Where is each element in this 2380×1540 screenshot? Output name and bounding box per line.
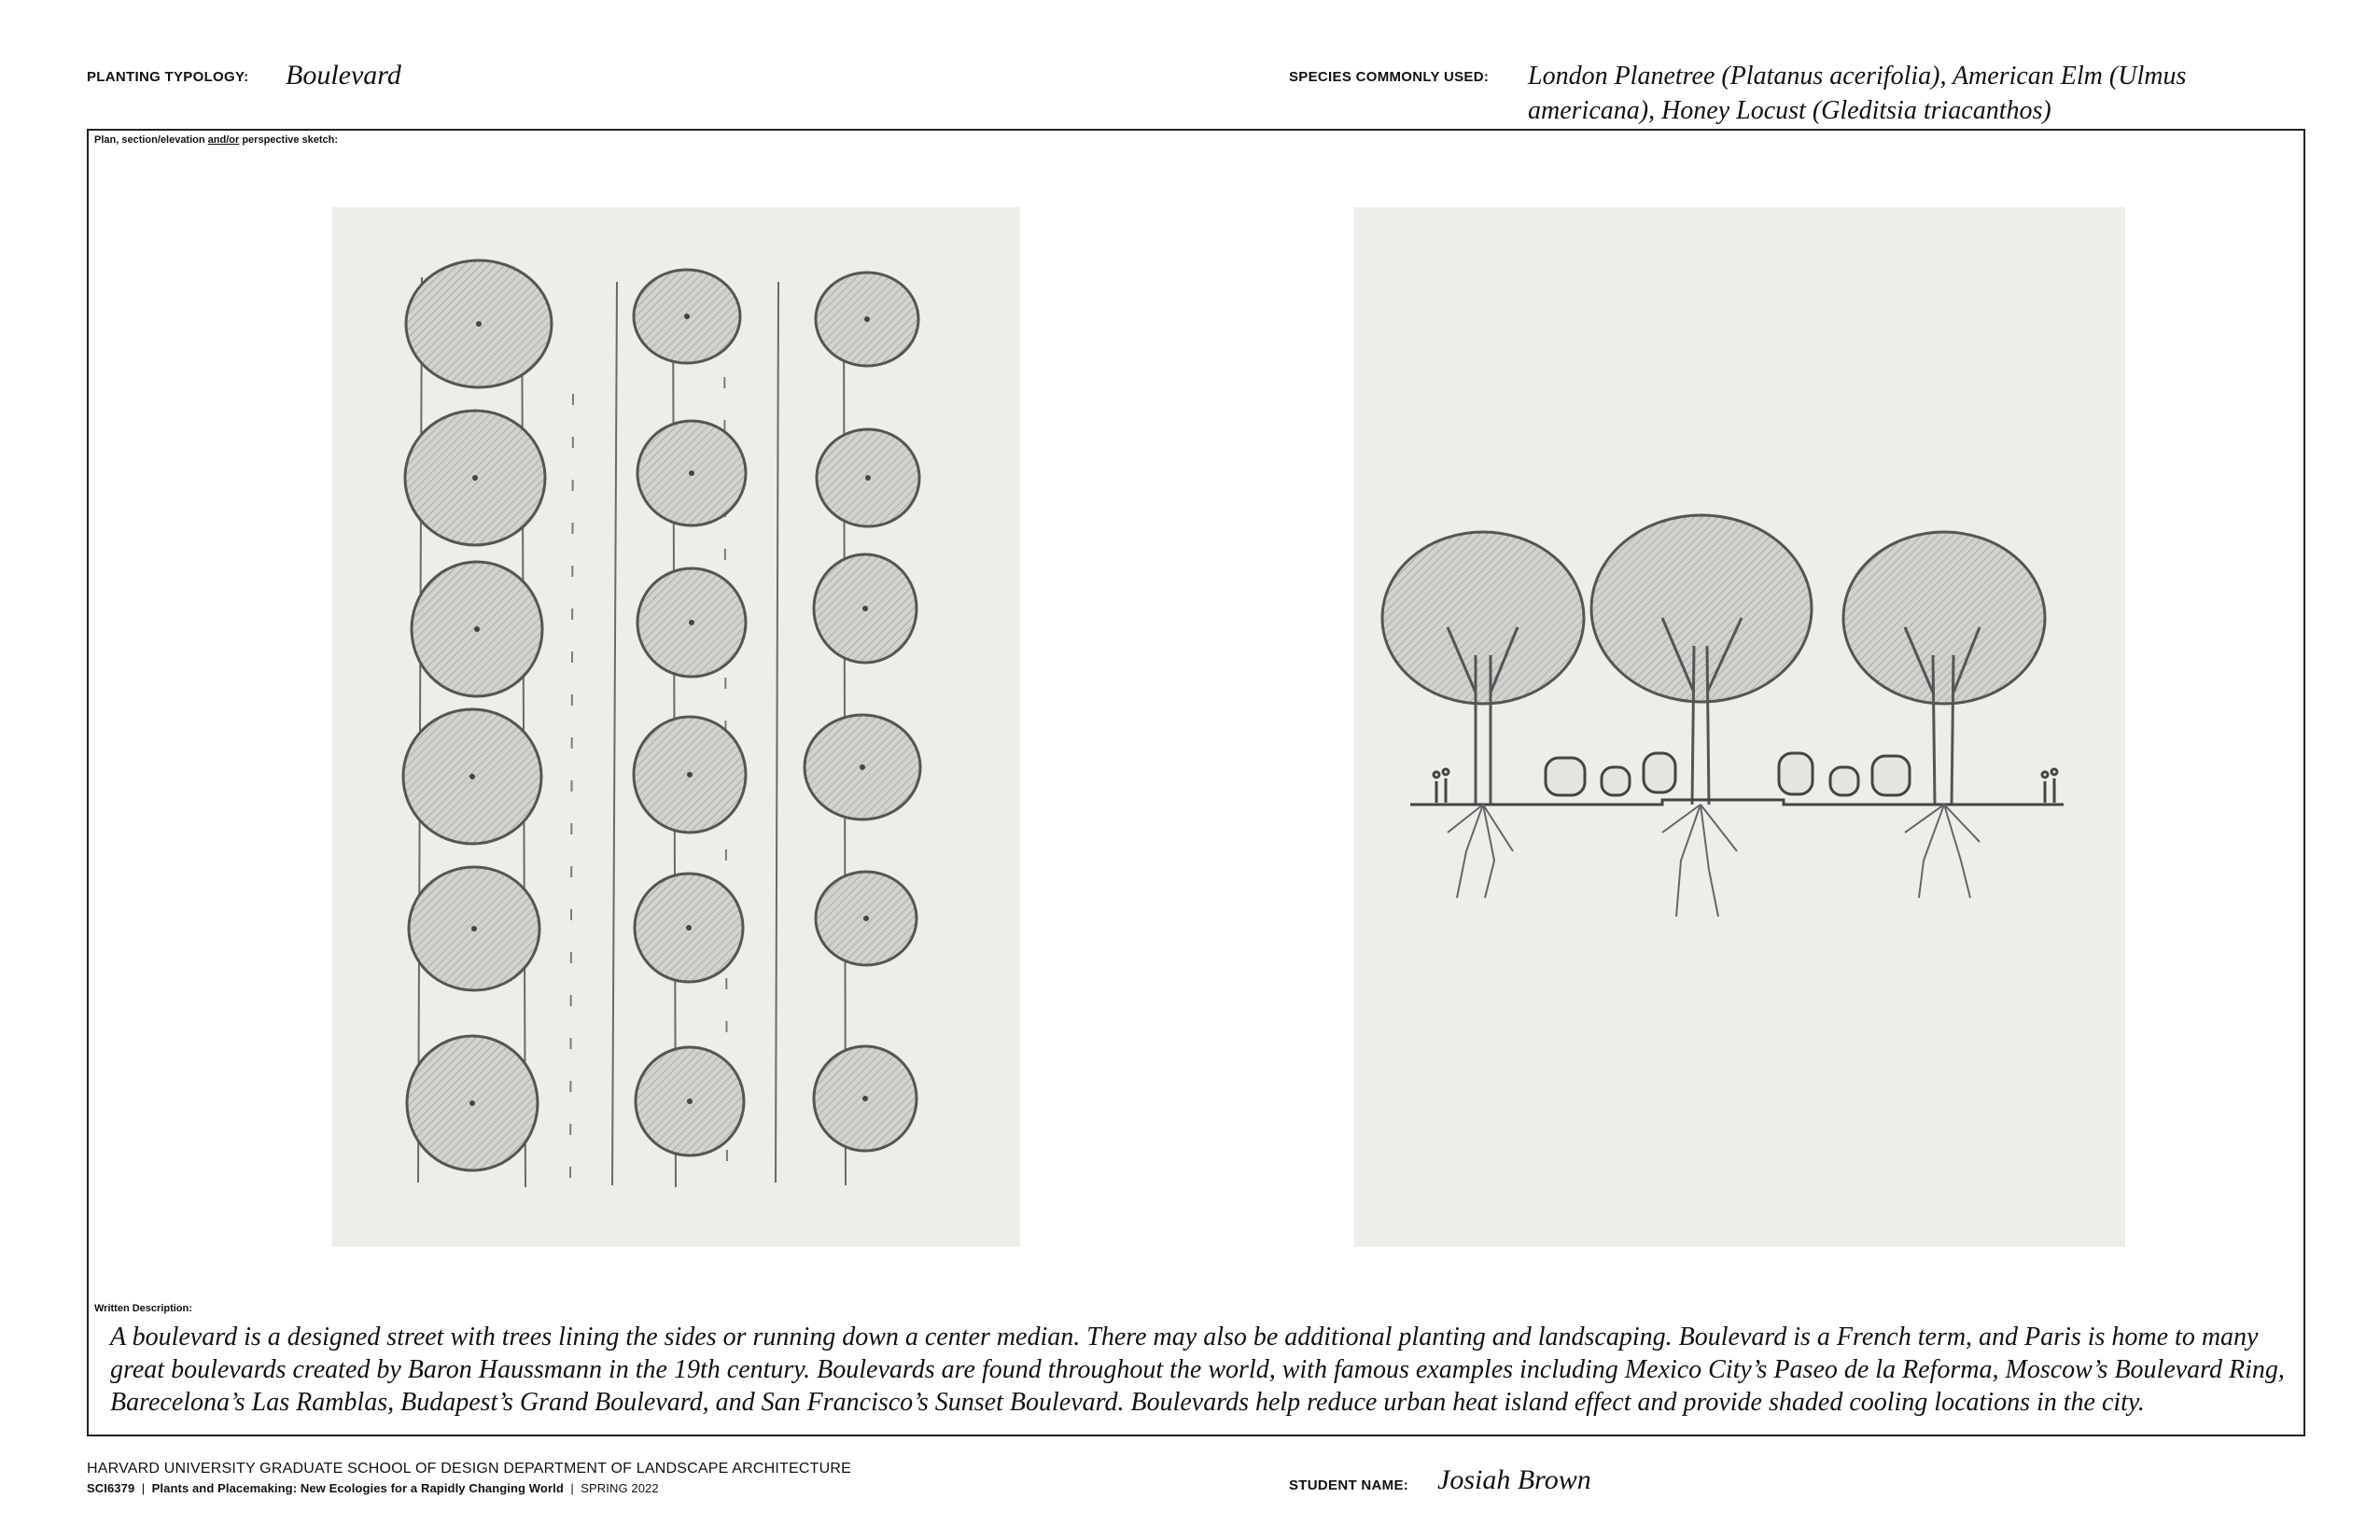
sketch-section-label: Plan, section/elevation and/or perspective sketch: bbox=[94, 134, 339, 146]
species-label: SPECIES COMMONLY USED: bbox=[1289, 69, 1490, 85]
typology-label: PLANTING TYPOLOGY: bbox=[87, 69, 249, 85]
student-name: Josiah Brown bbox=[1437, 1464, 1591, 1495]
course-code: SCI6379 bbox=[87, 1481, 135, 1495]
section-drawing bbox=[1354, 207, 2125, 1247]
course-term: SPRING 2022 bbox=[581, 1481, 659, 1495]
species-line-1: London Planetree (Platanus acerifolia), American Elm (Ulmus bbox=[1528, 62, 2187, 91]
student-label: STUDENT NAME: bbox=[1289, 1477, 1409, 1493]
section-pedestrians bbox=[1434, 769, 2057, 803]
ground-line bbox=[1410, 800, 2064, 805]
species-value bbox=[1528, 59, 2186, 128]
plan-sketch bbox=[332, 207, 1020, 1247]
section-roots bbox=[1448, 805, 1980, 917]
footer-course: SCI6379 | Plants and Placemaking: New Ecologies for a Rapidly Changing World | SPRING 2022 bbox=[87, 1481, 659, 1495]
tree-canopies bbox=[403, 260, 920, 1170]
section-sketch bbox=[1354, 207, 2125, 1247]
section-vehicles bbox=[1546, 753, 1910, 795]
description-label: Written Description: bbox=[94, 1303, 192, 1314]
species-line-2: americana), Honey Locust (Gleditsia triacanthos) bbox=[1528, 96, 2051, 125]
course-name: Plants and Placemaking: New Ecologies for a Rapidly Changing World bbox=[151, 1481, 564, 1495]
typology-value: Boulevard bbox=[286, 60, 401, 91]
plan-drawing bbox=[332, 207, 1020, 1247]
footer-school: HARVARD UNIVERSITY GRADUATE SCHOOL OF DESIGN DEPARTMENT OF LANDSCAPE ARCHITECTURE bbox=[87, 1461, 851, 1477]
description-text: A boulevard is a designed street with trees lining the sides or running down a center median. There may also be additional planting and landscaping. Boulevard is a French term, and Paris is home to many great boulevards created by Baron Haussmann in the 19th century. Boulevards are found throughout the world, with famous examples including Mexico City’s Paseo de la Reforma, Moscow’s Boulevard Ring, Barecelona’s Las Ramblas, Budapest’s Grand Boulevard, and San Francisco’s Sunset Boulevard. Boulevards help reduce urban heat island effect and provide shaded cooling locations in the city. bbox=[110, 1323, 2285, 1417]
